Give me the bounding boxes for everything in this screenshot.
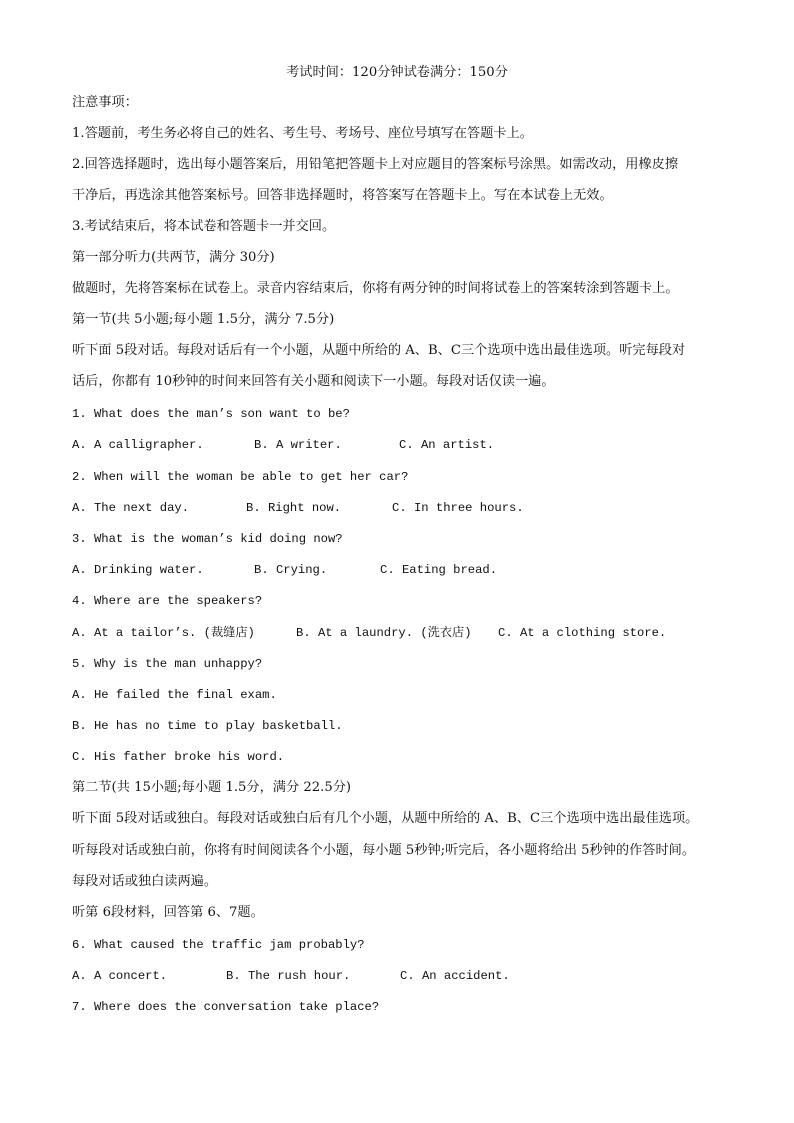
part1-instruction: 做题时，先将答案标在试卷上。录音内容结束后，你将有两分钟的时间将试卷上的答案转涂到答题卡上。 [72, 281, 679, 296]
question-1-options [72, 436, 494, 454]
question-3: 3. What is the woman’s kid doing now? [72, 532, 343, 546]
notice-item-2-line-1: 2.回答选择题时，选出每小题答案后，用铅笔把答题卡上对应题目的答案标号涂黑。如需改动，用橡皮擦 [72, 157, 679, 172]
section2-instruction-line-1: 听下面 5段对话或独白。每段对话或独白后有几个小题，从题中所给的 A、B、C三个选项中选出最佳选项。 [72, 811, 699, 826]
notice-item-3: 3.考试结束后，将本试卷和答题卡一并交回。 [72, 219, 336, 234]
section2-instruction-line-2: 听每段对话或独白前，你将有时间阅读各个小题，每小题 5秒钟;听完后，各小题将给出 5秒钟的作答时间。 [72, 843, 696, 858]
question-1: 1. What does the man’s son want to be? [72, 407, 350, 421]
option-c: C. Eating bread. [380, 563, 498, 577]
option-c: C. An accident. [400, 969, 510, 983]
part1-title: 第一部分听力(共两节，满分 30分) [72, 250, 275, 265]
notice-item-1: 1.答题前，考生务必将自己的姓名、考生号、考场号、座位号填写在答题卡上。 [72, 126, 533, 141]
question-4-options [72, 624, 666, 642]
option-b: B. At a laundry. (洗衣店) [296, 626, 472, 640]
material-6-heading: 听第 6段材料，回答第 6、7题。 [72, 905, 264, 920]
question-5: 5. Why is the man unhappy? [72, 657, 263, 671]
notice-item-2-line-2: 干净后，再选涂其他答案标号。回答非选择题时，将答案写在答题卡上。写在本试卷上无效。 [72, 188, 613, 203]
question-5-option-c: C. His father broke his word. [72, 750, 285, 764]
question-6: 6. What caused the traffic jam probably? [72, 938, 365, 952]
question-5-option-b: B. He has no time to play basketball. [72, 719, 343, 733]
option-a: A. Drinking water. [72, 563, 204, 577]
question-3-options [72, 561, 497, 579]
question-4: 4. Where are the speakers? [72, 594, 263, 608]
notice-title: 注意事项： [72, 95, 138, 110]
section2-instruction-line-3: 每段对话或独白读两遍。 [72, 874, 218, 889]
question-6-options [72, 967, 510, 985]
section1-instruction-line-2: 话后，你都有 10秒钟的时间来回答有关小题和阅读下一小题。每段对话仅读一遍。 [72, 374, 555, 389]
question-2-options [72, 499, 524, 517]
section1-title: 第一节(共 5小题;每小题 1.5分，满分 7.5分) [72, 312, 335, 327]
option-c: C. In three hours. [392, 501, 524, 515]
exam-time-header: 考试时间：120分钟试卷满分：150分 [286, 65, 508, 80]
option-a: A. A concert. [72, 969, 168, 983]
option-a: A. At a tailor’s. (裁缝店) [72, 626, 255, 640]
option-c: C. At a clothing store. [498, 626, 667, 640]
option-c: C. An artist. [399, 438, 495, 452]
question-2: 2. When will the woman be able to get her car? [72, 470, 409, 484]
option-b: B. The rush hour. [226, 969, 351, 983]
option-b: B. Crying. [254, 563, 328, 577]
option-b: B. A writer. [254, 438, 342, 452]
question-7: 7. Where does the conversation take place? [72, 1000, 380, 1014]
section2-title: 第二节(共 15小题;每小题 1.5分，满分 22.5分) [72, 780, 352, 795]
option-a: A. The next day. [72, 501, 190, 515]
question-5-option-a: A. He failed the final exam. [72, 688, 277, 702]
option-a: A. A calligrapher. [72, 438, 204, 452]
section1-instruction-line-1: 听下面 5段对话。每段对话后有一个小题，从题中所给的 A、B、C三个选项中选出最佳选项。听完每段对 [72, 343, 686, 358]
option-b: B. Right now. [246, 501, 342, 515]
